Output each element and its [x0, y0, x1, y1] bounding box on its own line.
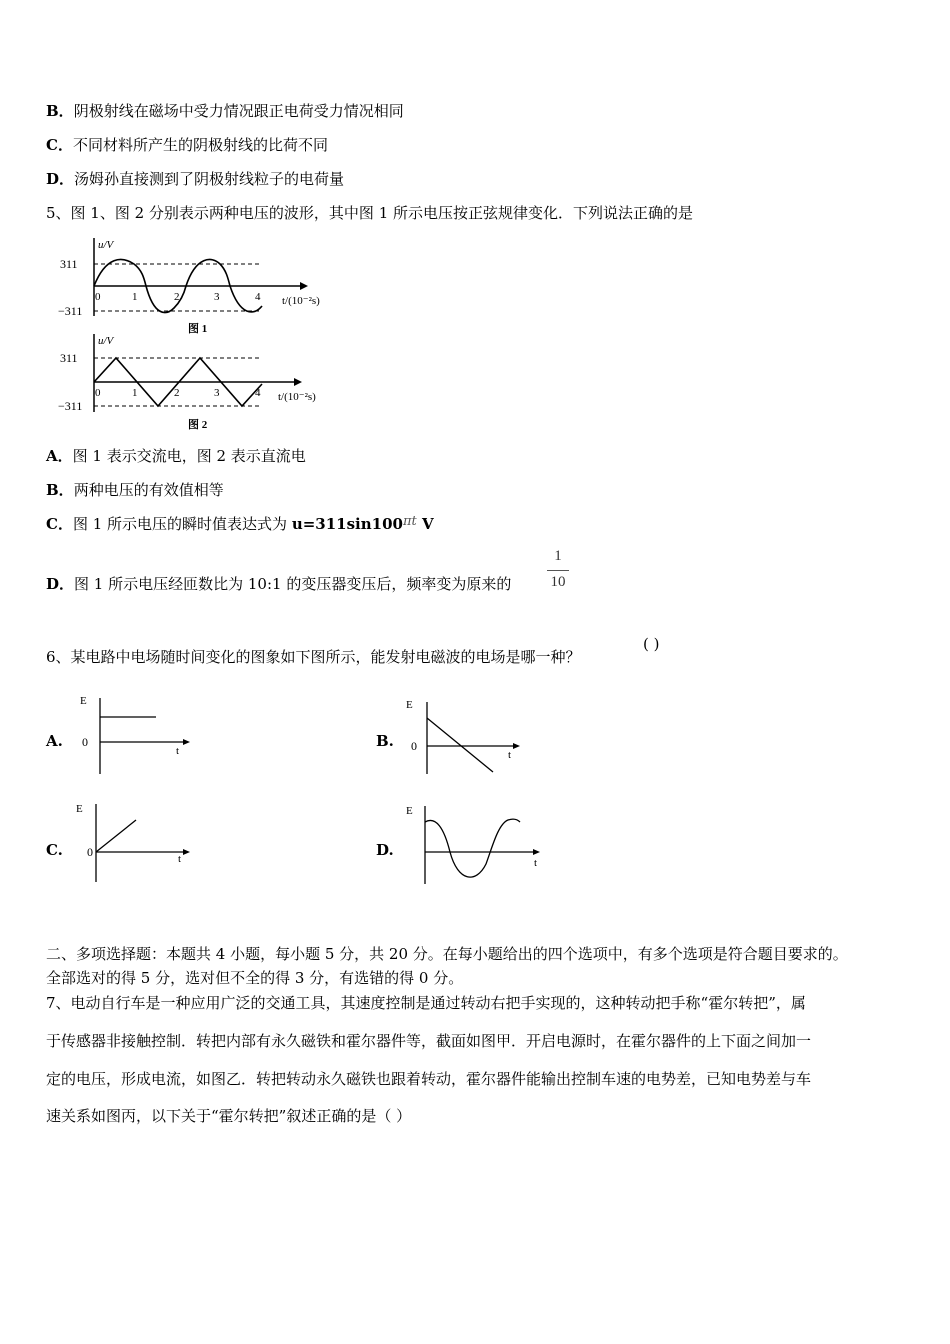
- figure-1-sine-wave: [50, 236, 340, 336]
- q5-option-b: [46, 480, 224, 500]
- origin-label: 0: [87, 845, 93, 859]
- option-label: D．: [46, 170, 75, 188]
- y-max-label: 311: [60, 257, 78, 271]
- x-axis-arrow: [183, 849, 190, 855]
- option-label: D．: [46, 575, 75, 593]
- option-text: 阴极射线在磁场中受力情况跟正电荷受力情况相同: [73, 102, 404, 120]
- q7-line2: 于传感器非接触控制．转把内部有永久磁铁和霍尔器件等，截面如图甲．开启电源时，在霍尔器件的上下面之间加一: [46, 1032, 812, 1050]
- q5-stem: 5、图 1、图 2 分别表示两种电压的波形，其中图 1 所示电压按正弦规律变化．下列说法正确的是: [46, 204, 694, 222]
- tick-1: 1: [132, 291, 138, 303]
- x-axis-arrow: [294, 378, 302, 386]
- q5-option-d: [46, 574, 511, 594]
- origin-label: 0: [411, 739, 417, 753]
- q6-option-b-label: B.: [376, 732, 394, 750]
- q5-option-a: [46, 446, 306, 466]
- option-text: 两种电压的有效值相等: [73, 481, 224, 499]
- axis-e-label: E: [76, 803, 83, 815]
- axis-e-label: E: [406, 805, 413, 817]
- q6-answer-paren: ( ): [643, 635, 660, 653]
- q4-option-b: [46, 101, 404, 121]
- tick-2: 2: [174, 387, 180, 399]
- q4-option-c: [46, 135, 328, 155]
- q6-graph-c-linear-increase: [74, 798, 204, 888]
- axis-t-label: t: [178, 853, 182, 865]
- x-axis-arrow: [533, 849, 540, 855]
- figure-caption: 图 1: [188, 323, 208, 335]
- option-text: 图 1 所示电压经匝数比为 10:1 的变压器变压后，频率变为原来的: [74, 575, 512, 593]
- tick-3: 3: [214, 387, 220, 399]
- tick-2: 2: [174, 291, 180, 303]
- tick-3: 3: [214, 291, 220, 303]
- tick-0: 0: [95, 291, 101, 303]
- q6-stem: 6、某电路中电场随时间变化的图象如下图所示，能发射电磁波的电场是哪一种？: [46, 648, 581, 666]
- axis-e-label: E: [406, 699, 413, 711]
- fraction-denominator: 10: [550, 574, 566, 590]
- option-label: C．: [46, 136, 73, 154]
- q4-option-d: [46, 169, 344, 189]
- q6-graph-d-sinusoid: [400, 798, 550, 888]
- tick-4: 4: [255, 387, 261, 399]
- formula-unit: V: [416, 515, 434, 533]
- q6-graph-a-constant: [74, 690, 194, 780]
- option-text: 汤姆孙直接测到了阴极射线粒子的电荷量: [74, 170, 345, 188]
- fraction-numerator: 1: [554, 548, 562, 564]
- x-axis-label: t/(10⁻²s): [278, 391, 316, 403]
- figure-2-triangle-wave: [50, 332, 340, 432]
- origin-label: 0: [82, 735, 88, 749]
- section2-line1: 二、多项选择题：本题共 4 小题，每小题 5 分，共 20 分。在每小题给出的四个选项中，有多个选项是符合题目要求的。: [46, 945, 848, 963]
- q5-option-c: [46, 514, 434, 536]
- axis-t-label: t: [176, 745, 180, 757]
- fraction-bar: [547, 570, 569, 571]
- axis-t-label: t: [534, 857, 538, 869]
- formula: u=311sin100: [291, 515, 403, 533]
- y-min-label: −311: [58, 304, 83, 318]
- tick-0: 0: [95, 387, 101, 399]
- q7-line3: 定的电压，形成电流，如图乙．转把转动永久磁铁也跟着转动，霍尔器件能输出控制车速的电势差，已知电势差与车: [46, 1070, 812, 1088]
- option-text: 图 1 所示电压的瞬时值表达式为: [72, 515, 292, 533]
- option-label: A．: [46, 447, 73, 465]
- q6-option-d-label: D.: [376, 841, 394, 859]
- decreasing-line: [427, 718, 493, 772]
- option-text: 图 1 表示交流电，图 2 表示直流电: [72, 447, 306, 465]
- formula-pi-t: πt: [402, 514, 417, 529]
- y-axis-label: u/V: [98, 239, 114, 251]
- q6-option-c-label: C.: [46, 841, 63, 859]
- y-axis-label: u/V: [98, 335, 114, 347]
- x-axis-arrow: [183, 739, 190, 745]
- section2-line2: 全部选对的得 5 分，选对但不全的得 3 分，有选错的得 0 分。: [46, 969, 464, 987]
- y-min-label: −311: [58, 399, 83, 413]
- option-label: B．: [46, 102, 74, 120]
- q6-graph-b-linear-decrease: [400, 690, 530, 780]
- tick-1: 1: [132, 387, 138, 399]
- axis-e-label: E: [80, 695, 87, 707]
- figure-caption: 图 2: [188, 419, 208, 431]
- x-axis-arrow: [300, 282, 308, 290]
- y-max-label: 311: [60, 351, 78, 365]
- axis-t-label: t: [508, 749, 512, 761]
- q6-option-a-label: A.: [46, 732, 63, 750]
- option-label: C．: [46, 515, 73, 533]
- tick-4: 4: [255, 291, 261, 303]
- increasing-line: [96, 820, 136, 852]
- sinusoid-curve: [425, 819, 520, 877]
- option-text: 不同材料所产生的阴极射线的比荷不同: [72, 136, 328, 154]
- x-axis-label: t/(10⁻²s): [282, 295, 320, 307]
- q7-line1: 7、电动自行车是一种应用广泛的交通工具，其速度控制是通过转动右把手实现的，这种转动把手称“霍尔转把”，属: [46, 994, 806, 1012]
- x-axis-arrow: [513, 743, 520, 749]
- q7-line4: 速关系如图丙，以下关于“霍尔转把”叙述正确的是（ ）: [46, 1107, 412, 1125]
- option-label: B．: [46, 481, 74, 499]
